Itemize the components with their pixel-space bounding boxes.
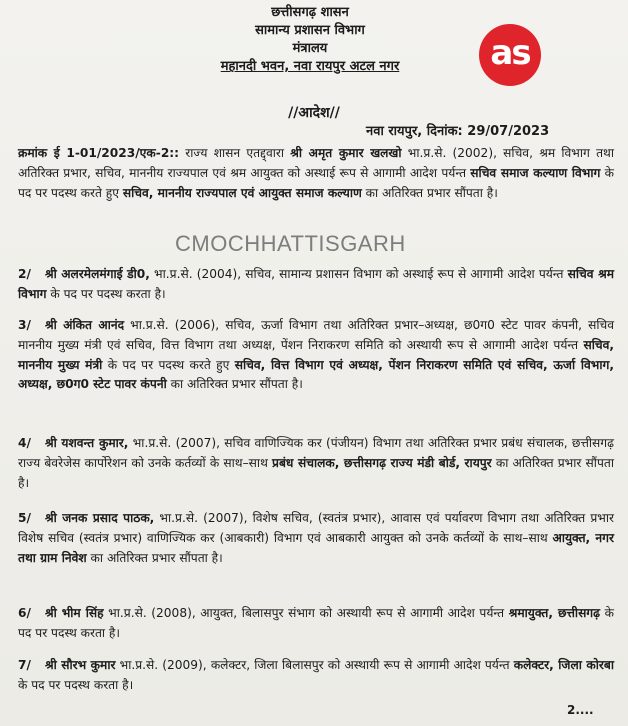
p7-officer: श्री सौरभ कुमार xyxy=(44,658,116,672)
order-date: नवा रायपुर, दिनांक: 29/07/2023 xyxy=(366,124,550,139)
p4-number: 4/ xyxy=(18,436,31,450)
p3-text-3: का अतिरिक्त प्रभार सौंपता है। xyxy=(166,377,303,392)
p3-text-2: के पद पर पदस्थ करते हुए xyxy=(102,357,235,372)
page-number: 2.... xyxy=(567,703,594,717)
p5-number: 5/ xyxy=(18,511,31,525)
header-secretariat: मंत्रालय xyxy=(292,41,328,56)
p3-post: सचिव, माननीय मुख्य मंत्री xyxy=(18,337,614,372)
p5-charge: आयुक्त, नगर तथा ग्राम निवेश xyxy=(18,530,614,565)
p7-text: भा.प्र.से. (2009), कलेक्टर, जिला बिलासपुर को अस्थायी रूप से आगामी आदेश पर्यन्त xyxy=(115,658,514,672)
p6-text-2: के पद पर पदस्थ करता है। xyxy=(18,606,614,640)
p3-number: 3/ xyxy=(18,318,31,332)
paragraph-6 xyxy=(18,604,614,644)
p4-officer: श्री यशवन्त कुमार, xyxy=(44,436,129,450)
p5-text: भा.प्र.से. (2007), विशेष सचिव, (स्वतंत्र प्रभार), आवास एवं पर्यावरण विभाग तथा अतिरिक्त प्रभार विशेष सचिव (स्वतंत्र प्रभार) वाणिज्यिक कर (आबकारी) विभाग एवं आबकारी आयुक्त को उनके कर्तव्यों के साथ–साथ xyxy=(18,511,614,545)
p7-text-2: के पद पर पदस्थ करता है। xyxy=(18,677,134,692)
as-logo xyxy=(479,24,541,86)
header-govt: छत्तीसगढ़ शासन xyxy=(271,5,349,20)
p1-text-2: भा.प्र.से. (2002), सचिव, श्रम विभाग तथा अतिरिक्त प्रभार, सचिव, माननीय राज्यपाल एवं श्रम आयुक्त को अस्थाई रूप से आगामी आदेश पर्यन्त xyxy=(18,146,614,180)
p7-number: 7/ xyxy=(18,658,31,672)
paragraph-3 xyxy=(18,316,614,395)
p7-post: कलेक्टर, जिला कोरबा xyxy=(513,658,614,672)
p3-charge: सचिव, वित्त विभाग एवं अध्यक्ष, पेंशन निराकरण समिति एवं सचिव, ऊर्जा विभाग, अध्यक्ष, छ0ग0 स्टेट पावर कंपनी xyxy=(18,357,614,392)
p4-text: भा.प्र.से. (2007), सचिव वाणिज्यिक कर (पंजीयन) विभाग तथा अतिरिक्त प्रभार प्रबंध संचालक, छत्तीसगढ़ राज्य बेवरेजेस कार्पोरेशन को उनके कर्तव्यों के साथ–साथ xyxy=(18,436,615,470)
p3-text: भा.प्र.से. (2006), सचिव, ऊर्जा विभाग तथा अतिरिक्त प्रभार–अध्यक्ष, छ0ग0 स्टेट पावर कंपनी, सचिव माननीय मुख्य मंत्री एवं सचिव, वित्त विभाग तथा अध्यक्ष, पेंशन निराकरण समिति को अस्थायी रूप से आगामी आदेश पर्यन्त xyxy=(18,318,614,352)
p2-number: 2/ xyxy=(18,267,31,281)
p1-officer: श्री अमृत कुमार खलखो xyxy=(290,146,402,160)
p1-text-4: का अतिरिक्त प्रभार सौंपता है। xyxy=(361,185,498,200)
header-block xyxy=(120,4,500,76)
paragraph-7 xyxy=(18,656,614,696)
order-title: //आदेश// xyxy=(288,105,340,121)
p6-post: श्रमायुक्त, छत्तीसगढ़ xyxy=(508,606,601,620)
p5-text-2: का अतिरिक्त प्रभार सौंपता है। xyxy=(86,550,223,565)
watermark: CMOCHHATTISGARH xyxy=(175,231,406,256)
paragraph-5 xyxy=(18,509,614,568)
p1-post: सचिव समाज कल्याण विभाग xyxy=(470,165,601,180)
p6-number: 6/ xyxy=(18,606,31,620)
p2-officer: श्री अलरमेलमंगाई डी0, xyxy=(44,267,150,281)
logo-text: as xyxy=(490,33,530,73)
p3-officer: श्री अंकित आनंद xyxy=(44,318,125,332)
p2-text: भा.प्र.से. (2004), सचिव, सामान्य प्रशासन विभाग को अस्थाई रूप से आगामी आदेश पर्यन्त xyxy=(149,267,568,281)
paragraph-1 xyxy=(18,144,614,203)
p2-text-2: के पद पर पदस्थ करता है। xyxy=(46,286,166,301)
p4-charge: प्रबंध संचालक, छत्तीसगढ़ राज्य मंडी बोर्ड, रायपुर xyxy=(272,455,492,470)
paragraph-4 xyxy=(18,434,614,493)
p4-text-2: का अतिरिक्त प्रभार सौंपता है। xyxy=(18,455,614,490)
header-department: सामान्य प्रशासन विभाग xyxy=(255,23,365,38)
p1-text: राज्य शासन एतद्द्वारा xyxy=(179,146,291,160)
p2-post: सचिव श्रम विभाग xyxy=(18,267,614,301)
paragraph-2 xyxy=(18,265,614,305)
p6-officer: श्री भीम सिंह xyxy=(44,606,104,620)
p1-text-3: के पद पर पदस्थ करते हुए xyxy=(18,165,614,200)
p6-text: भा.प्र.से. (2008), आयुक्त, बिलासपुर संभाग को अस्थायी रूप से आगामी आदेश पर्यन्त xyxy=(103,606,509,620)
p5-officer: श्री जनक प्रसाद पाठक, xyxy=(44,511,155,525)
p1-charge: सचिव, माननीय राज्यपाल एवं आयुक्त समाज कल्याण xyxy=(122,185,362,200)
order-number: क्रमांक ई 1-01/2023/एक-2:: xyxy=(18,146,180,160)
header-address: महानदी भवन, नवा रायपुर अटल नगर xyxy=(220,59,400,74)
